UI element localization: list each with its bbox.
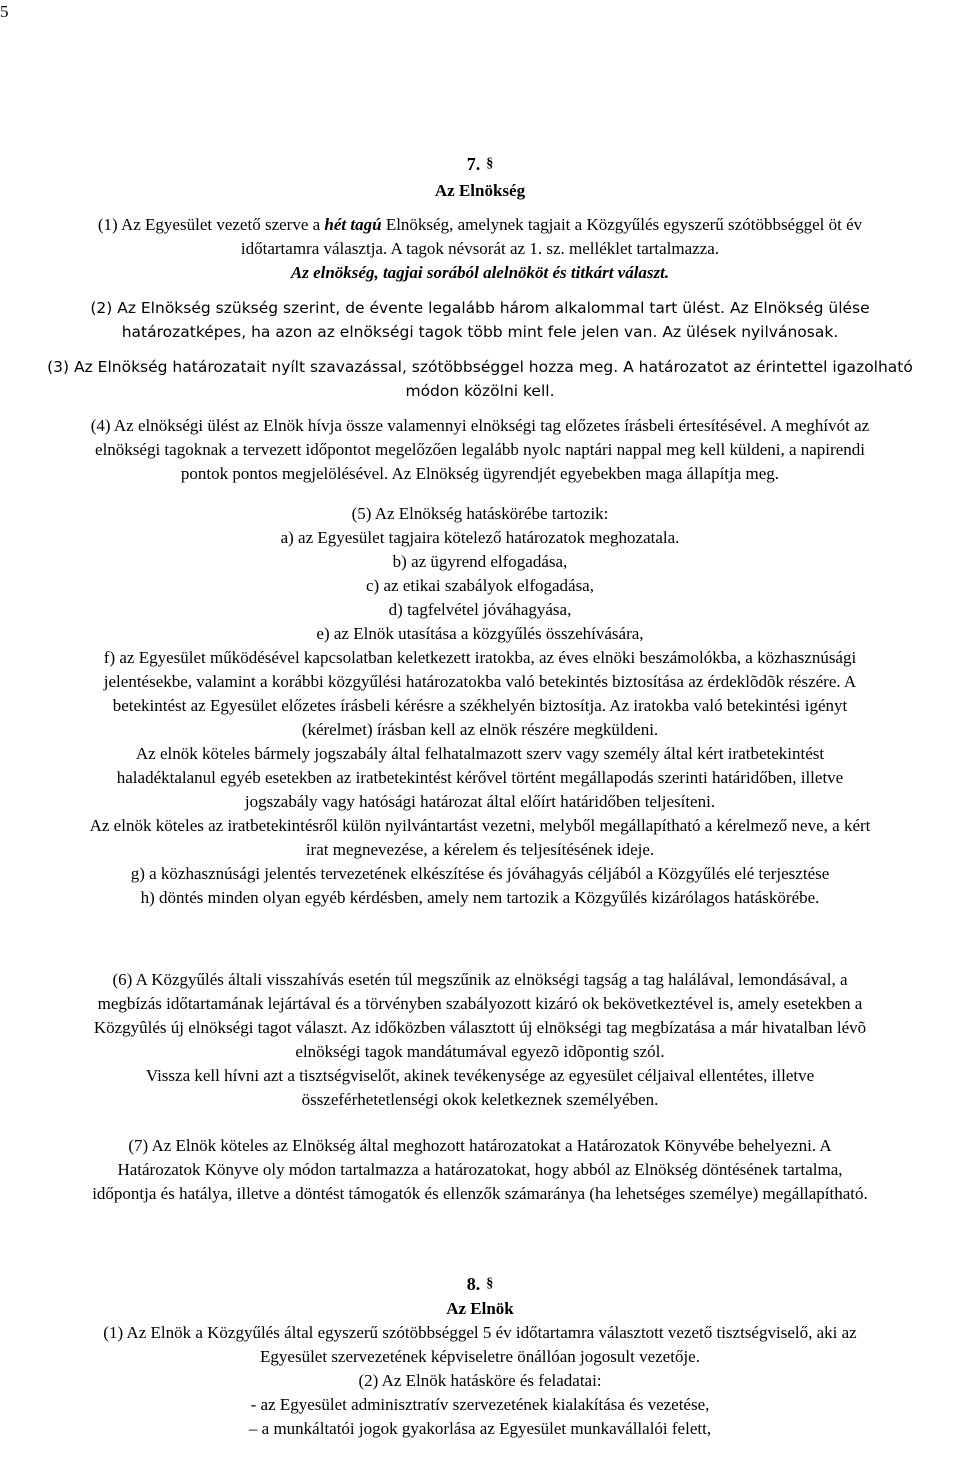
- s7-p5-line: irat megnevezése, a kérelem és teljesítésének ideje.: [305, 840, 655, 859]
- s7-p6-line: összeférhetetlenségi okok keletkeznek személyében.: [301, 1090, 659, 1109]
- s7-p5-line: jelentésekbe, valamint a korábbi közgyűlési határozatokba való betekintés biztosítása az érdeklõdõk részére. A: [103, 672, 857, 691]
- s7-p7: [8, 1134, 952, 1206]
- s7-p4-line3: pontok pontos megjelölésével. Az Elnökség ügyrendjét egyebekben maga állapítja meg.: [180, 464, 780, 483]
- s7-p5-line: e) az Elnök utasítása a közgyűlés összehívására,: [316, 624, 644, 643]
- s8-line: (1) Az Elnök a Közgyűlés által egyszerű szótöbbséggel 5 év időtartamra választott vezető tisztségviselő, aki az: [103, 1323, 857, 1342]
- s7-p6: [8, 968, 952, 1112]
- s7-p5-line: a) az Egyesület tagjaira kötelező határozatok meghozatala.: [280, 528, 680, 547]
- s8-line: (2) Az Elnök hatásköre és feladatai:: [358, 1371, 602, 1390]
- section-7-title: Az Elnökség: [434, 181, 526, 200]
- s7-p5-line: c) az etikai szabályok elfogadása,: [366, 576, 594, 595]
- s7-p1-line2: időtartamra választja. A tagok névsorát az 1. sz. melléklet tartalmazza.: [240, 239, 720, 258]
- s7-p6-line: elnökségi tagok mandátumával egyezõ idõpontig szól.: [295, 1042, 665, 1061]
- s7-p6-line: Vissza kell hívni azt a tisztségviselőt, akinek tevékenysége az egyesület céljaival ellentétes, illetve: [145, 1066, 815, 1085]
- s8-line: - az Egyesület adminisztratív szervezetének kialakítása és vezetése,: [250, 1395, 710, 1414]
- s8-body: [8, 1321, 952, 1441]
- s7-p6-line: megbízás időtartamának lejártával és a törvényben szabályozott kizáró ok bekövetkeztével is, amely esetekben a: [97, 994, 863, 1013]
- section-symbol-icon: §: [486, 1276, 494, 1291]
- section-8-number: 8. §: [466, 1274, 494, 1294]
- s7-p5-line: d) tagfelvétel jóváhagyása,: [388, 600, 572, 619]
- s7-p5-line: h) döntés minden olyan egyéb kérdésben, amely nem tartozik a Közgyűlés kizárólagos hatáskörébe.: [140, 888, 820, 907]
- s7-p7-line: időpontja és hatálya, illetve a döntést támogatók és ellenzők számaránya (ha lehetséges személye) megállapítható.: [92, 1184, 868, 1203]
- s8-line: – a munkáltatói jogok gyakorlása az Egyesület munkavállalói felett,: [248, 1419, 712, 1438]
- section-symbol-icon: §: [486, 156, 494, 171]
- s7-p5-line: betekintést az Egyesület előzetes írásbeli kérésre a székhelyén biztosítja. Az iratokba való betekintési igényt: [112, 696, 848, 715]
- s7-p5: [8, 502, 952, 910]
- s8-line: Egyesület szervezetének képviseletre önállóan jogosult vezetője.: [260, 1347, 700, 1366]
- s7-p3-line1: (3) Az Elnökség határozatait nyílt szavazással, szótöbbséggel hozza meg. A határozatot az érintettel igazolható: [47, 358, 913, 376]
- s7-p5-line: Az elnök köteles bármely jogszabály által felhatalmazott szerv vagy személy által kért iratbetekintést: [135, 744, 825, 763]
- s7-p7-line: Határozatok Könyve oly módon tartalmazza a határozatokat, hogy abból az Elnökség döntésének tartalma,: [117, 1160, 843, 1179]
- section-7-number: 7. §: [466, 154, 494, 174]
- s7-p1-line1: (1) Az Egyesület vezető szerve a hét tagú Elnökség, amelynek tagjait a Közgyűlés egyszerű szótöbbséggel öt év: [97, 215, 863, 234]
- s7-p4-line2: elnökségi tagoknak a tervezett időpontot megelőzően legalább nyolc naptári nappal meg kell küldeni, a napirendi: [95, 440, 865, 459]
- s7-p2-line1: (2) Az Elnökség szükség szerint, de évente legalább három alkalommal tart ülést. Az Elnökség ülése: [90, 299, 870, 317]
- s7-p7-line: (7) Az Elnök köteles az Elnökség által meghozott határozatokat a Határozatok Könyvébe behelyezni. A: [128, 1136, 832, 1155]
- section-8-title: Az Elnök: [446, 1299, 514, 1318]
- s7-p3-line2: módon közölni kell.: [405, 382, 555, 400]
- s7-p5-line: jogszabály vagy hatósági határozat által előírt határidőben teljesíteni.: [244, 792, 716, 811]
- s7-p6-line: Közgyûlés új elnökségi tagot választ. Az időközben választott új elnökségi tag megbízatása a már hivatalban lévõ: [93, 1018, 867, 1037]
- s7-p5-line: (kérelmet) írásban kell az elnök részére megküldeni.: [301, 720, 659, 739]
- s7-p2-line2: határozatképes, ha azon az elnökségi tagok több mint fele jelen van. Az ülések nyilvánosak.: [121, 323, 839, 341]
- page-number: 5: [0, 2, 9, 21]
- s7-p5-line: f) az Egyesület működésével kapcsolatban keletkezett iratokba, az éves elnöki beszámolókba, a közhasznúsági: [103, 648, 857, 667]
- document-body: [8, 0, 952, 1441]
- s7-p5-line: (5) Az Elnökség hatáskörébe tartozik:: [351, 504, 609, 523]
- s7-p6-line: (6) A Közgyűlés általi visszahívás esetén túl megszűnik az elnökségi tagság a tag halálával, lemondásával, a: [112, 970, 848, 989]
- s7-p5-line: g) a közhasznúsági jelentés tervezetének elkészítése és jóváhagyás céljából a Közgyűlés elé terjesztése: [130, 864, 830, 883]
- s7-p5-line: Az elnök köteles az iratbetekintésről külön nyilvántartást vezetni, melyből megállapítható a kérelmező neve, a kért: [89, 816, 871, 835]
- s7-p4-line1: (4) Az elnökségi ülést az Elnök hívja össze valamennyi elnökségi tag előzetes írásbeli értesítésével. A meghívót az: [90, 416, 870, 435]
- s7-p5-line: b) az ügyrend elfogadása,: [392, 552, 568, 571]
- s7-p1-line3: Az elnökség, tagjai sorából alelnököt és titkárt választ.: [290, 263, 670, 282]
- s7-p5-line: haladéktalanul egyéb esetekben az iratbetekintést kérővel történt megállapodás szerinti határidőben, illetve: [116, 768, 844, 787]
